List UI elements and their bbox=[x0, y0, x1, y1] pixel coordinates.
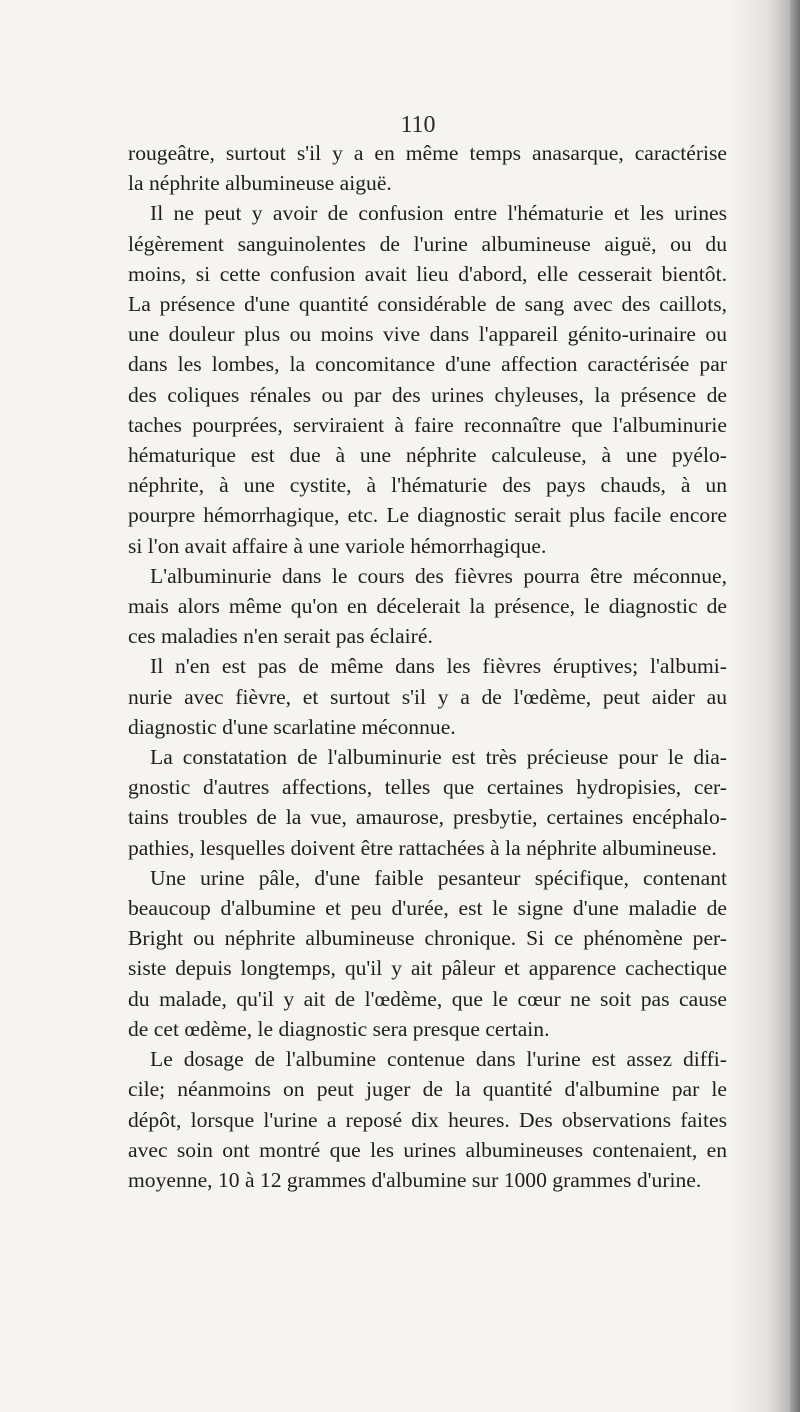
text-line: L'albuminurie dans le cours des fièvres pourra être méconnue, bbox=[150, 563, 727, 588]
text-line: dépôt, lorsque l'urine a reposé dix heures. Des observations faites bbox=[128, 1107, 727, 1132]
text-line: une douleur plus ou moins vive dans l'appareil génito-urinaire ou bbox=[128, 322, 727, 347]
text-line: ces maladies n'en serait pas éclairé. bbox=[128, 624, 433, 649]
text-line: La présence d'une quantité considérable de sang avec des caillots, bbox=[128, 292, 727, 317]
text-line: pathies, lesquelles doivent être rattachées à la néphrite albumineuse. bbox=[128, 835, 717, 860]
text-line: Il n'en est pas de même dans les fièvres éruptives; l'albumi- bbox=[150, 654, 727, 679]
text-line: hématurique est due à une néphrite calculeuse, à une pyélo- bbox=[128, 443, 727, 468]
text-line: Une urine pâle, d'une faible pesanteur spécifique, contenant bbox=[150, 865, 727, 890]
text-line: rougeâtre, surtout s'il y a en même temps anasarque, caractérise bbox=[128, 141, 727, 165]
text-line: Le dosage de l'albumine contenue dans l'urine est assez diffi- bbox=[150, 1047, 727, 1072]
text-line: La constatation de l'albuminurie est très précieuse pour le dia- bbox=[150, 745, 727, 770]
text-line: des coliques rénales ou par des urines chyleuses, la présence de bbox=[128, 382, 727, 407]
paragraph bbox=[128, 863, 727, 1044]
text-line: la néphrite albumineuse aiguë. bbox=[128, 171, 392, 196]
paragraph bbox=[128, 1044, 727, 1195]
page-edge bbox=[790, 0, 800, 1412]
text-line: beaucoup d'albumine et peu d'urée, est le signe d'une maladie de bbox=[128, 896, 727, 921]
text-line: taches pourprées, serviraient à faire reconnaître que l'albuminurie bbox=[128, 412, 727, 437]
text-line: moyenne, 10 à 12 grammes d'albumine sur 1000 grammes d'urine. bbox=[128, 1167, 702, 1192]
text-line: avec soin ont montré que les urines albumineuses contenaient, en bbox=[128, 1137, 727, 1162]
paragraph bbox=[128, 198, 727, 560]
text-line: mais alors même qu'on en décelerait la présence, le diagnostic de bbox=[128, 594, 727, 619]
text-line: moins, si cette confusion avait lieu d'abord, elle cesserait bientôt. bbox=[128, 261, 727, 286]
paragraph bbox=[128, 561, 727, 652]
text-line: diagnostic d'une scarlatine méconnue. bbox=[128, 714, 456, 739]
text-line: pourpre hémorrhagique, etc. Le diagnostic serait plus facile encore bbox=[128, 503, 727, 528]
text-line: Bright ou néphrite albumineuse chronique. Si ce phénomène per- bbox=[128, 926, 727, 951]
text-line: gnostic d'autres affections, telles que certaines hydropisies, cer- bbox=[128, 775, 727, 800]
text-line: légèrement sanguinolentes de l'urine albumineuse aiguë, ou du bbox=[128, 231, 727, 256]
text-line: si l'on avait affaire à une variole hémorrhagique. bbox=[128, 533, 547, 558]
text-line: dans les lombes, la concomitance d'une affection caractérisée par bbox=[128, 352, 727, 377]
text-line: cile; néanmoins on peut juger de la quantité d'albumine par le bbox=[128, 1077, 727, 1102]
text-line: siste depuis longtemps, qu'il y ait pâleur et apparence cachectique bbox=[128, 956, 727, 981]
paragraph bbox=[128, 742, 727, 863]
text-line: néphrite, à une cystite, à l'hématurie des pays chauds, à un bbox=[128, 473, 727, 498]
text-line: tains troubles de la vue, amaurose, presbytie, certaines encéphalo- bbox=[128, 805, 727, 830]
text-line: du malade, qu'il y ait de l'œdème, que le cœur ne soit pas cause bbox=[128, 986, 727, 1011]
text-line: nurie avec fièvre, et surtout s'il y a de l'œdème, peut aider au bbox=[128, 684, 727, 709]
page-number: 110 bbox=[400, 112, 436, 138]
text-line: Il ne peut y avoir de confusion entre l'hématurie et les urines bbox=[150, 201, 727, 226]
paragraph bbox=[128, 651, 727, 742]
paragraph bbox=[128, 138, 727, 198]
text-line: de cet œdème, le diagnostic sera presque certain. bbox=[128, 1016, 550, 1041]
body-text bbox=[128, 138, 727, 1195]
